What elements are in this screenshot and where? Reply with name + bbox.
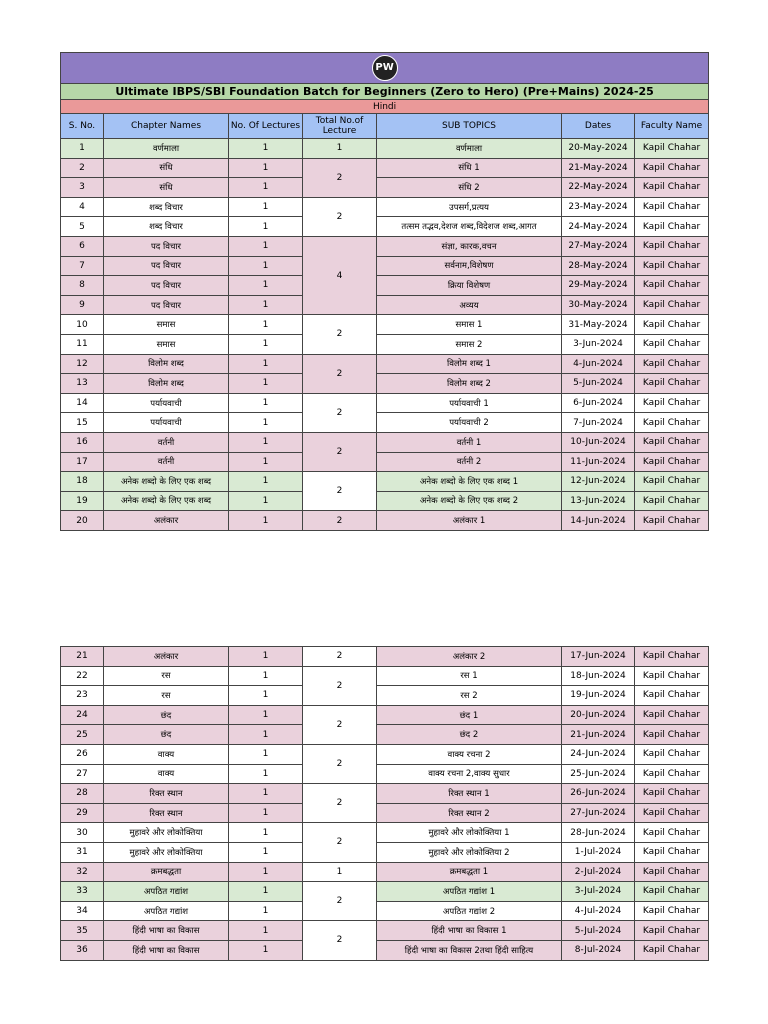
header-dates: Dates [562,114,635,139]
table-row [61,882,709,902]
cell-faculty: Kapil Chahar [635,256,709,276]
cell-sno: 5 [61,217,104,237]
cell-lectures: 1 [229,413,303,433]
cell-date: 10-Jun-2024 [562,432,635,452]
cell-subtopic: विलोम शब्द 2 [377,374,562,394]
table-row [61,666,709,686]
cell-chapter: अलंकार [104,511,229,531]
cell-chapter: अपठित गद्यांश [104,901,229,921]
cell-lectures: 1 [229,784,303,804]
cell-sno: 21 [61,647,104,667]
cell-subtopic: अपठित गद्यांश 1 [377,882,562,902]
cell-date: 28-Jun-2024 [562,823,635,843]
cell-lectures: 1 [229,686,303,706]
cell-sno: 30 [61,823,104,843]
table-row [61,901,709,921]
subject-label: Hindi [61,100,709,114]
cell-faculty: Kapil Chahar [635,158,709,178]
cell-sno: 7 [61,256,104,276]
cell-faculty: Kapil Chahar [635,705,709,725]
table-row [61,197,709,217]
cell-date: 20-Jun-2024 [562,705,635,725]
table-row [61,705,709,725]
cell-faculty: Kapil Chahar [635,413,709,433]
cell-faculty: Kapil Chahar [635,686,709,706]
cell-subtopic: समास 2 [377,334,562,354]
cell-chapter: पद विचार [104,295,229,315]
table-row [61,432,709,452]
cell-sno: 1 [61,139,104,159]
cell-chapter: शब्द विचार [104,197,229,217]
cell-sno: 36 [61,940,104,960]
header-faculty: Faculty Name [635,114,709,139]
cell-faculty: Kapil Chahar [635,803,709,823]
cell-chapter: संधि [104,158,229,178]
cell-date: 6-Jun-2024 [562,393,635,413]
cell-date: 14-Jun-2024 [562,511,635,531]
cell-lectures: 1 [229,491,303,511]
cell-lectures: 1 [229,940,303,960]
cell-chapter: विलोम शब्द [104,374,229,394]
cell-chapter: पद विचार [104,276,229,296]
cell-subtopic: संधि 2 [377,178,562,198]
cell-subtopic: संधि 1 [377,158,562,178]
cell-lectures: 1 [229,217,303,237]
table-row [61,472,709,492]
cell-faculty: Kapil Chahar [635,452,709,472]
cell-chapter: समास [104,315,229,335]
page-title: Ultimate IBPS/SBI Foundation Batch for Beginners (Zero to Hero) (Pre+Mains) 2024-25 [61,84,709,100]
header-row [61,114,709,139]
cell-lectures: 1 [229,647,303,667]
cell-date: 25-Jun-2024 [562,764,635,784]
cell-faculty: Kapil Chahar [635,393,709,413]
cell-lectures: 1 [229,921,303,941]
cell-subtopic: अव्यय [377,295,562,315]
cell-date: 27-Jun-2024 [562,803,635,823]
table-row [61,217,709,237]
table-row [61,374,709,394]
table-row [61,139,709,159]
cell-faculty: Kapil Chahar [635,178,709,198]
table-row [61,315,709,335]
cell-total-lectures: 2 [303,197,377,236]
cell-faculty: Kapil Chahar [635,491,709,511]
cell-lectures: 1 [229,236,303,256]
table-row [61,354,709,374]
cell-sno: 8 [61,276,104,296]
cell-chapter: रिक्त स्थान [104,784,229,804]
cell-total-lectures: 2 [303,647,377,667]
cell-date: 18-Jun-2024 [562,666,635,686]
cell-faculty: Kapil Chahar [635,940,709,960]
cell-subtopic: अलंकार 2 [377,647,562,667]
cell-lectures: 1 [229,842,303,862]
cell-sno: 6 [61,236,104,256]
table-row [61,295,709,315]
header-lectures: No. Of Lectures [229,114,303,139]
cell-faculty: Kapil Chahar [635,197,709,217]
cell-chapter: छंद [104,705,229,725]
cell-lectures: 1 [229,393,303,413]
cell-sno: 3 [61,178,104,198]
table-row [61,647,709,667]
cell-lectures: 1 [229,666,303,686]
table-row [61,784,709,804]
cell-subtopic: अपठित गद्यांश 2 [377,901,562,921]
cell-lectures: 1 [229,862,303,882]
table-row [61,158,709,178]
cell-faculty: Kapil Chahar [635,354,709,374]
cell-faculty: Kapil Chahar [635,374,709,394]
cell-subtopic: अनेक शब्दो के लिए एक शब्द 1 [377,472,562,492]
cell-lectures: 1 [229,178,303,198]
cell-lectures: 1 [229,764,303,784]
table-row [61,491,709,511]
cell-subtopic: पर्यायवाची 1 [377,393,562,413]
cell-total-lectures: 2 [303,666,377,705]
cell-sno: 24 [61,705,104,725]
cell-chapter: रस [104,686,229,706]
cell-chapter: हिंदी भाषा का विकास [104,921,229,941]
cell-date: 29-May-2024 [562,276,635,296]
schedule-table-page-1 [60,52,709,531]
cell-sno: 23 [61,686,104,706]
cell-chapter: वाक्य [104,744,229,764]
cell-chapter: क्रमबद्धता [104,862,229,882]
cell-sno: 25 [61,725,104,745]
cell-date: 11-Jun-2024 [562,452,635,472]
cell-date: 4-Jun-2024 [562,354,635,374]
cell-date: 3-Jun-2024 [562,334,635,354]
cell-subtopic: हिंदी भाषा का विकास 2तथा हिंदी साहित्य [377,940,562,960]
schedule-sheet-page-2 [60,646,708,961]
cell-sno: 12 [61,354,104,374]
cell-sno: 4 [61,197,104,217]
cell-lectures: 1 [229,823,303,843]
cell-subtopic: वर्णमाला [377,139,562,159]
cell-total-lectures: 2 [303,921,377,960]
cell-sno: 29 [61,803,104,823]
cell-faculty: Kapil Chahar [635,647,709,667]
cell-faculty: Kapil Chahar [635,315,709,335]
cell-chapter: पर्यायवाची [104,393,229,413]
cell-lectures: 1 [229,256,303,276]
cell-chapter: वर्णमाला [104,139,229,159]
cell-chapter: पद विचार [104,236,229,256]
table-row [61,744,709,764]
cell-lectures: 1 [229,432,303,452]
cell-subtopic: रस 1 [377,666,562,686]
cell-total-lectures: 2 [303,354,377,393]
cell-lectures: 1 [229,139,303,159]
cell-date: 5-Jul-2024 [562,921,635,941]
table-row [61,276,709,296]
cell-date: 2-Jul-2024 [562,862,635,882]
cell-subtopic: हिंदी भाषा का विकास 1 [377,921,562,941]
cell-sno: 14 [61,393,104,413]
cell-chapter: छंद [104,725,229,745]
cell-total-lectures: 1 [303,139,377,159]
cell-chapter: समास [104,334,229,354]
logo-band [61,53,709,84]
cell-lectures: 1 [229,374,303,394]
cell-total-lectures: 2 [303,393,377,432]
cell-lectures: 1 [229,315,303,335]
pw-logo-icon: PW [372,55,398,81]
cell-sno: 10 [61,315,104,335]
cell-faculty: Kapil Chahar [635,432,709,452]
cell-chapter: वाक्य [104,764,229,784]
cell-chapter: संधि [104,178,229,198]
cell-date: 21-Jun-2024 [562,725,635,745]
table-row [61,413,709,433]
cell-date: 28-May-2024 [562,256,635,276]
cell-subtopic: विलोम शब्द 1 [377,354,562,374]
table-row [61,725,709,745]
table-row [61,921,709,941]
cell-total-lectures: 2 [303,784,377,823]
cell-date: 8-Jul-2024 [562,940,635,960]
cell-faculty: Kapil Chahar [635,276,709,296]
cell-chapter: मुहावरे और लोकोक्तिया [104,842,229,862]
cell-date: 24-Jun-2024 [562,744,635,764]
cell-lectures: 1 [229,511,303,531]
cell-sno: 16 [61,432,104,452]
cell-lectures: 1 [229,744,303,764]
cell-chapter: पद विचार [104,256,229,276]
cell-lectures: 1 [229,354,303,374]
cell-date: 13-Jun-2024 [562,491,635,511]
cell-date: 24-May-2024 [562,217,635,237]
cell-subtopic: क्रिया विशेषण [377,276,562,296]
cell-date: 3-Jul-2024 [562,882,635,902]
cell-total-lectures: 2 [303,705,377,744]
cell-date: 20-May-2024 [562,139,635,159]
cell-total-lectures: 2 [303,315,377,354]
cell-lectures: 1 [229,158,303,178]
header-chapter: Chapter Names [104,114,229,139]
cell-total-lectures: 2 [303,882,377,921]
cell-faculty: Kapil Chahar [635,217,709,237]
cell-total-lectures: 2 [303,158,377,197]
cell-date: 4-Jul-2024 [562,901,635,921]
cell-total-lectures: 2 [303,432,377,471]
cell-sno: 17 [61,452,104,472]
cell-subtopic: रिक्त स्थान 1 [377,784,562,804]
cell-total-lectures: 2 [303,823,377,862]
cell-sno: 35 [61,921,104,941]
cell-subtopic: तत्सम तद्भव,देशज शब्द,विदेशज शब्द,आगत [377,217,562,237]
cell-total-lectures: 1 [303,862,377,882]
cell-date: 30-May-2024 [562,295,635,315]
cell-sno: 13 [61,374,104,394]
cell-lectures: 1 [229,725,303,745]
table-row [61,178,709,198]
cell-sno: 9 [61,295,104,315]
cell-subtopic: अलंकार 1 [377,511,562,531]
table-row [61,842,709,862]
schedule-sheet-page-1 [60,52,708,531]
cell-lectures: 1 [229,197,303,217]
cell-faculty: Kapil Chahar [635,295,709,315]
cell-date: 12-Jun-2024 [562,472,635,492]
table-row [61,511,709,531]
cell-chapter: अनेक शब्दो के लिए एक शब्द [104,491,229,511]
table-row [61,236,709,256]
cell-chapter: वर्तनी [104,452,229,472]
cell-chapter: शब्द विचार [104,217,229,237]
cell-sno: 11 [61,334,104,354]
cell-faculty: Kapil Chahar [635,744,709,764]
table-row [61,823,709,843]
cell-sno: 2 [61,158,104,178]
cell-faculty: Kapil Chahar [635,784,709,804]
cell-date: 7-Jun-2024 [562,413,635,433]
cell-chapter: विलोम शब्द [104,354,229,374]
cell-date: 1-Jul-2024 [562,842,635,862]
cell-chapter: हिंदी भाषा का विकास [104,940,229,960]
cell-faculty: Kapil Chahar [635,334,709,354]
cell-chapter: अपठित गद्यांश [104,882,229,902]
cell-subtopic: पर्यायवाची 2 [377,413,562,433]
title-band [61,84,709,100]
cell-faculty: Kapil Chahar [635,882,709,902]
schedule-table-page-2 [60,646,709,961]
cell-chapter: रस [104,666,229,686]
cell-date: 27-May-2024 [562,236,635,256]
table-row [61,862,709,882]
cell-total-lectures: 2 [303,511,377,531]
table-row [61,803,709,823]
cell-date: 21-May-2024 [562,158,635,178]
cell-faculty: Kapil Chahar [635,921,709,941]
cell-chapter: पर्यायवाची [104,413,229,433]
cell-chapter: अनेक शब्दो के लिए एक शब्द [104,472,229,492]
cell-sno: 18 [61,472,104,492]
header-sno: S. No. [61,114,104,139]
cell-subtopic: रस 2 [377,686,562,706]
cell-faculty: Kapil Chahar [635,139,709,159]
cell-chapter: रिक्त स्थान [104,803,229,823]
table-row [61,393,709,413]
cell-sno: 31 [61,842,104,862]
cell-subtopic: मुहावरे और लोकोक्तिया 2 [377,842,562,862]
cell-subtopic: अनेक शब्दो के लिए एक शब्द 2 [377,491,562,511]
cell-lectures: 1 [229,334,303,354]
cell-total-lectures: 2 [303,472,377,511]
cell-sno: 33 [61,882,104,902]
cell-faculty: Kapil Chahar [635,823,709,843]
cell-faculty: Kapil Chahar [635,472,709,492]
cell-faculty: Kapil Chahar [635,862,709,882]
cell-sno: 15 [61,413,104,433]
cell-faculty: Kapil Chahar [635,901,709,921]
cell-lectures: 1 [229,276,303,296]
table-row [61,764,709,784]
cell-subtopic: सर्वनाम,विशेषण [377,256,562,276]
cell-subtopic: रिक्त स्थान 2 [377,803,562,823]
cell-subtopic: उपसर्ग,प्रत्यय [377,197,562,217]
cell-date: 23-May-2024 [562,197,635,217]
table-body-page-2 [61,647,709,961]
cell-subtopic: वाक्य रचना 2,वाक्य सुधार [377,764,562,784]
header-subtopics: SUB TOPICS [377,114,562,139]
cell-faculty: Kapil Chahar [635,842,709,862]
table-row [61,256,709,276]
cell-subtopic: मुहावरे और लोकोक्तिया 1 [377,823,562,843]
cell-sno: 34 [61,901,104,921]
table-row [61,452,709,472]
cell-subtopic: वर्तनी 2 [377,452,562,472]
cell-chapter: मुहावरे और लोकोक्तिया [104,823,229,843]
cell-lectures: 1 [229,901,303,921]
cell-date: 22-May-2024 [562,178,635,198]
cell-lectures: 1 [229,452,303,472]
cell-faculty: Kapil Chahar [635,725,709,745]
cell-sno: 20 [61,511,104,531]
cell-date: 5-Jun-2024 [562,374,635,394]
cell-subtopic: वर्तनी 1 [377,432,562,452]
cell-subtopic: क्रमबद्धता 1 [377,862,562,882]
cell-sno: 27 [61,764,104,784]
cell-lectures: 1 [229,472,303,492]
cell-subtopic: वाक्य रचना 2 [377,744,562,764]
cell-sno: 28 [61,784,104,804]
table-body-page-1 [61,139,709,531]
cell-lectures: 1 [229,295,303,315]
table-row [61,334,709,354]
cell-sno: 19 [61,491,104,511]
table-row [61,686,709,706]
cell-sno: 22 [61,666,104,686]
subject-band [61,100,709,114]
cell-date: 19-Jun-2024 [562,686,635,706]
table-row [61,940,709,960]
cell-sno: 32 [61,862,104,882]
cell-date: 26-Jun-2024 [562,784,635,804]
cell-faculty: Kapil Chahar [635,666,709,686]
cell-subtopic: समास 1 [377,315,562,335]
cell-subtopic: छंद 2 [377,725,562,745]
cell-faculty: Kapil Chahar [635,236,709,256]
cell-subtopic: संज्ञा, कारक,वचन [377,236,562,256]
cell-lectures: 1 [229,705,303,725]
cell-chapter: वर्तनी [104,432,229,452]
cell-subtopic: छंद 1 [377,705,562,725]
cell-lectures: 1 [229,882,303,902]
cell-chapter: अलंकार [104,647,229,667]
cell-date: 17-Jun-2024 [562,647,635,667]
cell-faculty: Kapil Chahar [635,511,709,531]
cell-total-lectures: 2 [303,744,377,783]
cell-lectures: 1 [229,803,303,823]
cell-date: 31-May-2024 [562,315,635,335]
cell-total-lectures: 4 [303,236,377,314]
header-total: Total No.of Lecture [303,114,377,139]
cell-sno: 26 [61,744,104,764]
cell-faculty: Kapil Chahar [635,764,709,784]
